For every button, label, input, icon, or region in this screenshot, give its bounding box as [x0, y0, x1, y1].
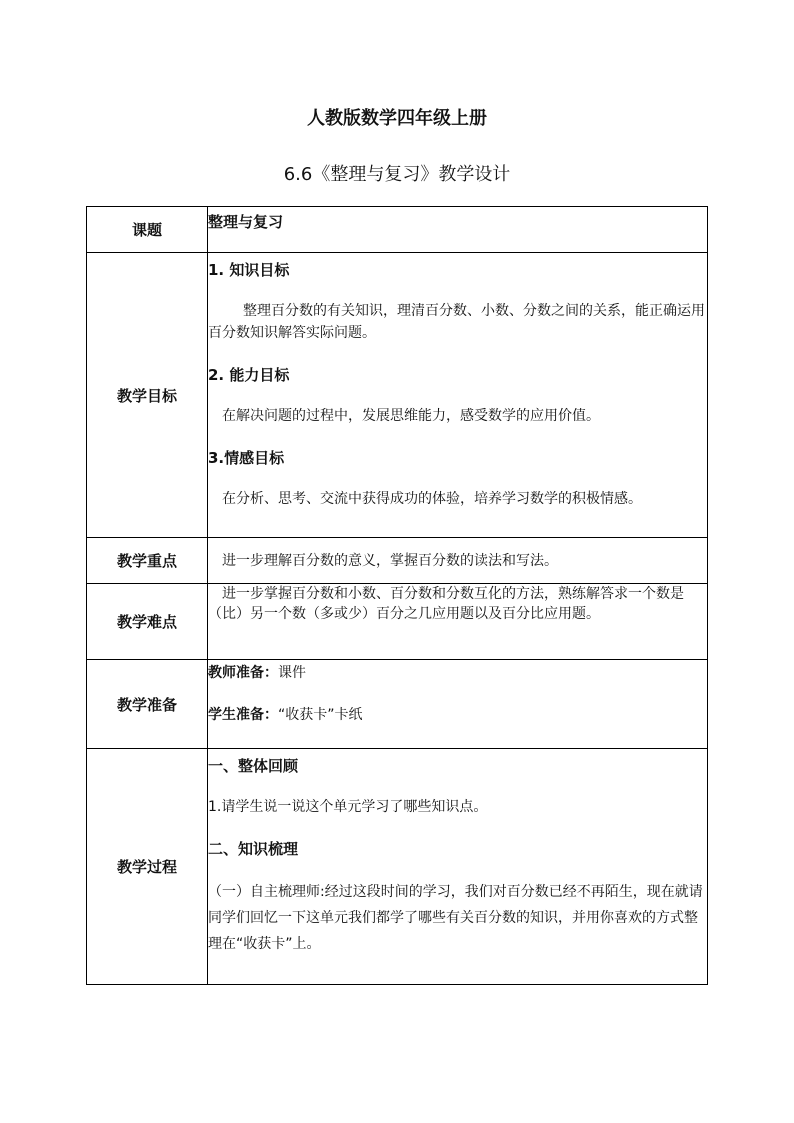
teacher-prep-label: 教师准备：	[208, 665, 278, 681]
process-cell	[208, 749, 708, 985]
row-topic	[87, 207, 708, 253]
lesson-plan-table	[86, 206, 708, 985]
overall-review-heading: 一、整体回顾	[208, 757, 299, 775]
document-subtitle: 6.6《整理与复习》教学设计	[283, 164, 511, 185]
difficulty-text: 进一步掌握百分数和小数、百分数和分数互化的方法，熟练解答求一个数是（比）另一个数（多或少）百分之几应用题以及百分比应用题。	[208, 586, 684, 622]
key-point-text: 进一步理解百分数的意义，掌握百分数的读法和写法。	[222, 552, 558, 569]
key-point-label: 教学重点	[87, 538, 208, 584]
preparation-label: 教学准备	[87, 660, 208, 749]
row-difficulty	[87, 584, 708, 660]
difficulty-cell	[208, 584, 708, 660]
emotion-goal-heading: 3.情感目标	[208, 449, 285, 467]
process-label: 教学过程	[87, 749, 208, 985]
goals-cell	[208, 253, 708, 538]
row-key-point	[87, 538, 708, 584]
overall-review-text: 1.请学生说一说这个单元学习了哪些知识点。	[208, 799, 488, 815]
preparation-cell	[208, 660, 708, 749]
ability-goal-heading: 2. 能力目标	[208, 366, 290, 384]
ability-goal-text: 在解决问题的过程中，发展思维能力，感受数学的应用价值。	[222, 408, 600, 424]
knowledge-sort-heading: 二、知识梳理	[208, 840, 299, 858]
difficulty-label: 教学难点	[87, 584, 208, 660]
goals-label: 教学目标	[87, 253, 208, 538]
topic-value: 整理与复习	[208, 213, 284, 231]
emotion-goal-text: 在分析、思考、交流中获得成功的体验，培养学习数学的积极情感。	[222, 491, 642, 507]
document-title: 人教版数学四年级上册	[307, 108, 487, 129]
student-prep-value: “收获卡”卡纸	[278, 707, 363, 723]
row-preparation	[87, 660, 708, 749]
knowledge-goal-text: 整理百分数的有关知识，理清百分数、小数、分数之间的关系，能正确运用百分数知识解答实际问题。	[208, 303, 705, 341]
row-process	[87, 749, 708, 985]
teacher-prep-value: 课件	[278, 665, 306, 681]
student-prep	[208, 704, 707, 726]
row-goals	[87, 253, 708, 538]
knowledge-sort-text: （一）自主梳理师:经过这段时间的学习，我们对百分数已经不再陌生，现在就请同学们回忆一下这单元我们都学了哪些有关百分数的知识，并用你喜欢的方式整理在“收获卡”上。	[208, 884, 703, 952]
topic-cell	[208, 207, 708, 253]
key-point-cell	[208, 538, 708, 584]
teacher-prep	[208, 662, 707, 684]
knowledge-goal-heading: 1. 知识目标	[208, 261, 290, 279]
topic-label: 课题	[87, 207, 208, 253]
student-prep-label: 学生准备：	[208, 707, 278, 723]
